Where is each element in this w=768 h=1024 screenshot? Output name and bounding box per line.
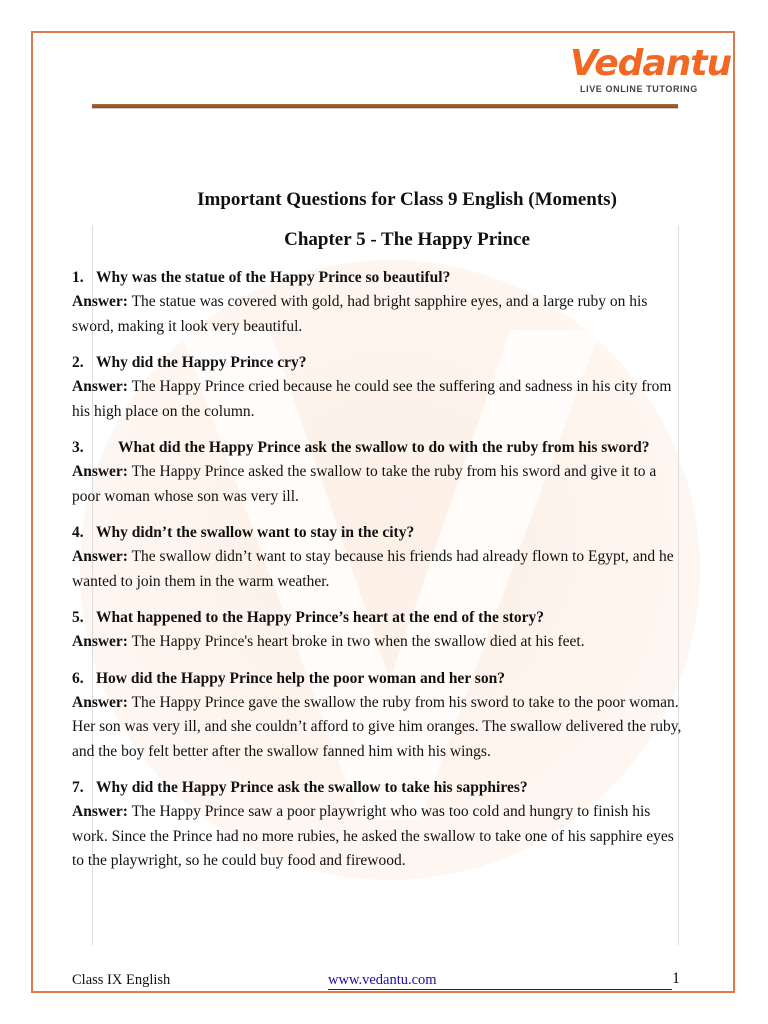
footer-website-link[interactable]: www.vedantu.com — [328, 972, 672, 990]
answer-text: The swallow didn’t want to stay because his friends had already flown to Egypt, and he wanted to join them in the warm weather. — [72, 548, 674, 590]
chapter-title: Chapter 5 - The Happy Prince — [284, 229, 530, 250]
qa-item-3 — [72, 436, 682, 509]
question-text: Why did the Happy Prince ask the swallow to take his sapphires? — [96, 779, 528, 796]
answer — [72, 460, 682, 509]
logo-wordmark: Vedantu — [570, 43, 732, 84]
question-text: How did the Happy Prince help the poor woman and her son? — [96, 669, 505, 687]
answer — [72, 691, 682, 765]
page-number: 1 — [672, 970, 680, 987]
qa-item-1 — [72, 266, 682, 339]
question — [72, 667, 682, 691]
qa-item-6 — [72, 667, 682, 765]
answer — [72, 290, 682, 339]
answer-text: The Happy Prince asked the swallow to take the ruby from his sword and give it to a poor woman whose son was very ill. — [72, 463, 657, 505]
answer-label: Answer: — [72, 693, 128, 711]
answer-label: Answer: — [72, 463, 128, 480]
qa-item-5 — [72, 606, 682, 655]
question-number: 3. — [72, 439, 84, 456]
answer — [72, 375, 682, 424]
answer — [72, 800, 682, 874]
answer-text: The Happy Prince saw a poor playwright who was too cold and hungry to finish his work. Since the Prince had no more rubies, he asked the swallow to take one of his sapphire eyes to the playwright, so he could buy food and firewood. — [72, 803, 674, 869]
answer-text: The Happy Prince cried because he could see the suffering and sadness in his city from his high place on the column. — [72, 378, 672, 420]
question — [72, 606, 682, 630]
answer — [72, 630, 682, 655]
question-number: 1. — [72, 269, 84, 286]
qa-item-2 — [72, 351, 682, 424]
answer-label: Answer: — [72, 633, 128, 650]
question-number: 6. — [72, 669, 84, 687]
vedantu-logo — [570, 43, 732, 94]
question-list — [72, 266, 682, 886]
answer-text: The Happy Prince's heart broke in two when the swallow died at his feet. — [131, 633, 585, 650]
page-title: Important Questions for Class 9 English (Moments) — [197, 189, 617, 210]
answer-text: The statue was covered with gold, had bright sapphire eyes, and a large ruby on his sword, making it look very beautiful. — [72, 293, 648, 335]
question-number: 4. — [72, 524, 84, 541]
question — [72, 351, 682, 375]
question — [72, 436, 682, 460]
question-number: 7. — [72, 779, 84, 796]
answer-label: Answer: — [72, 378, 128, 395]
question-text: Why was the statue of the Happy Prince so beautiful? — [96, 269, 451, 286]
question-text: Why didn’t the swallow want to stay in the city? — [96, 524, 415, 541]
answer-label: Answer: — [72, 548, 128, 565]
answer — [72, 545, 682, 594]
logo-tagline: LIVE ONLINE TUTORING — [580, 84, 698, 94]
header-rule — [92, 104, 678, 109]
question-number: 2. — [72, 354, 84, 371]
question-text: Why did the Happy Prince cry? — [96, 354, 307, 371]
qa-item-4 — [72, 521, 682, 594]
answer-label: Answer: — [72, 803, 128, 820]
question — [72, 521, 682, 545]
question-number: 5. — [72, 609, 84, 626]
qa-item-7 — [72, 776, 682, 874]
answer-label: Answer: — [72, 293, 128, 310]
question-text: What did the Happy Prince ask the swallow to do with the ruby from his sword? — [118, 439, 650, 456]
answer-text: The Happy Prince gave the swallow the ruby from his sword to take to the poor woman. Her son was very ill, and she couldn’t afford to give him oranges. The swallow delivered the ruby, and the boy felt better after the swallow fanned him with his wings. — [72, 693, 682, 760]
question — [72, 776, 682, 800]
question-text: What happened to the Happy Prince’s heart at the end of the story? — [96, 609, 545, 626]
footer-class-label: Class IX English — [72, 972, 171, 988]
question — [72, 266, 682, 290]
